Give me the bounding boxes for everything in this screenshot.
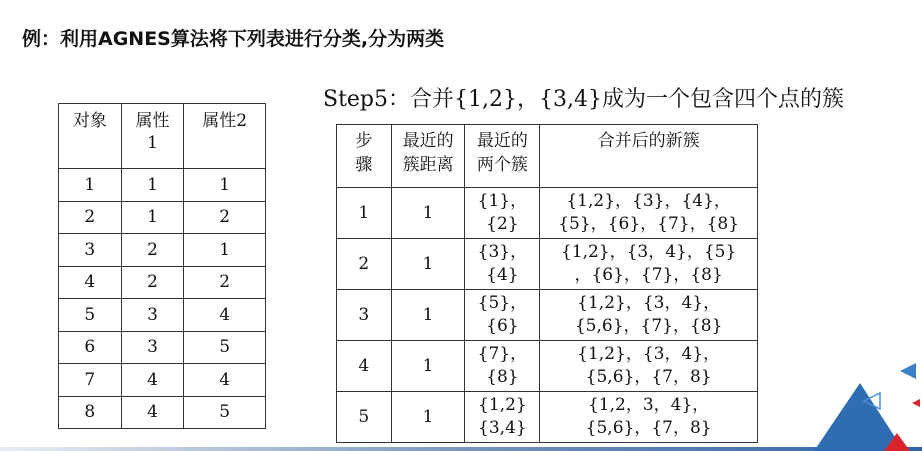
tiny-red-triangle bbox=[912, 399, 920, 407]
cell-attr1: 2 bbox=[121, 234, 184, 267]
cell-attr1: 2 bbox=[121, 266, 184, 299]
cell-attr2: 4 bbox=[184, 364, 266, 397]
cell-step: 2 bbox=[337, 239, 392, 290]
cell-distance: 1 bbox=[391, 341, 465, 392]
cell-step: 3 bbox=[337, 290, 392, 341]
cell-clusters: {1,2}，{3}，{4}， {5}，{6}，{7}，{8} bbox=[540, 188, 758, 239]
cell-step: 1 bbox=[337, 188, 392, 239]
large-blue-triangle bbox=[814, 383, 904, 451]
table-row bbox=[337, 290, 758, 341]
cell-object: 6 bbox=[59, 331, 122, 364]
cell-clusters: {1,2，3，4}， {5,6}，{7，8} bbox=[540, 392, 758, 443]
cell-attr1: 3 bbox=[121, 299, 184, 332]
table-row bbox=[59, 364, 266, 397]
cell-clusters: {1,2}，{3，4}， {5,6}，{7}，{8} bbox=[540, 290, 758, 341]
cell-clusters: {1,2}，{3，4}， {5,6}，{7，8} bbox=[540, 341, 758, 392]
cell-object: 5 bbox=[59, 299, 122, 332]
header-attribute-2: 属性2 bbox=[184, 104, 266, 169]
bottom-accent-bar bbox=[0, 447, 922, 451]
cell-object: 4 bbox=[59, 266, 122, 299]
table-row bbox=[59, 266, 266, 299]
steps-table-header bbox=[337, 125, 758, 188]
cell-attr2: 1 bbox=[184, 234, 266, 267]
attribute-table bbox=[58, 103, 266, 429]
cell-object: 2 bbox=[59, 201, 122, 234]
cell-attr1: 4 bbox=[121, 364, 184, 397]
cell-attr1: 3 bbox=[121, 331, 184, 364]
cell-attr1: 4 bbox=[121, 396, 184, 429]
cell-object: 3 bbox=[59, 234, 122, 267]
cell-step: 4 bbox=[337, 341, 392, 392]
cell-distance: 1 bbox=[391, 290, 465, 341]
header-step: 步 骤 bbox=[337, 125, 392, 188]
page-title: 例：利用AGNES算法将下列表进行分类,分为两类 bbox=[22, 28, 445, 50]
cell-distance: 1 bbox=[391, 239, 465, 290]
table-row bbox=[59, 201, 266, 234]
cell-attr2: 4 bbox=[184, 299, 266, 332]
table-row bbox=[337, 188, 758, 239]
corner-triangles-decoration bbox=[802, 341, 922, 451]
cell-attr2: 2 bbox=[184, 266, 266, 299]
cell-attr1: 1 bbox=[121, 201, 184, 234]
table-row bbox=[59, 396, 266, 429]
step-heading: Step5：合并{1,2}，{3,4}成为一个包含四个点的簇 bbox=[323, 87, 844, 112]
cell-attr2: 5 bbox=[184, 396, 266, 429]
cell-object: 1 bbox=[59, 169, 122, 202]
agnes-steps-table bbox=[336, 124, 758, 443]
cell-attr2: 2 bbox=[184, 201, 266, 234]
table-row bbox=[337, 239, 758, 290]
table-row bbox=[337, 341, 758, 392]
cell-pair: {5}， {6} bbox=[465, 290, 540, 341]
table-row bbox=[59, 234, 266, 267]
cell-object: 8 bbox=[59, 396, 122, 429]
header-nearest-distance: 最近的 簇距离 bbox=[391, 125, 465, 188]
cell-attr2: 1 bbox=[184, 169, 266, 202]
table-row bbox=[59, 299, 266, 332]
cell-pair: {3}， {4} bbox=[465, 239, 540, 290]
cell-pair: {1}， {2} bbox=[465, 188, 540, 239]
cell-clusters: {1,2}，{3，4}，{5} ，{6}，{7}，{8} bbox=[540, 239, 758, 290]
table-row bbox=[337, 392, 758, 443]
header-nearest-pair: 最近的 两个簇 bbox=[465, 125, 540, 188]
header-merged-clusters: 合并后的新簇 bbox=[540, 125, 758, 188]
cell-distance: 1 bbox=[391, 188, 465, 239]
cell-pair: {7}， {8} bbox=[465, 341, 540, 392]
header-attribute-1: 属性 1 bbox=[121, 104, 184, 169]
table-row bbox=[59, 331, 266, 364]
cell-attr2: 5 bbox=[184, 331, 266, 364]
light-blue-triangle bbox=[900, 363, 916, 379]
cell-step: 5 bbox=[337, 392, 392, 443]
table-row bbox=[59, 169, 266, 202]
cell-object: 7 bbox=[59, 364, 122, 397]
header-object: 对象 bbox=[59, 104, 122, 169]
attribute-table-header bbox=[59, 104, 266, 169]
cell-pair: {1,2} {3,4} bbox=[465, 392, 540, 443]
cell-attr1: 1 bbox=[121, 169, 184, 202]
cell-distance: 1 bbox=[391, 392, 465, 443]
